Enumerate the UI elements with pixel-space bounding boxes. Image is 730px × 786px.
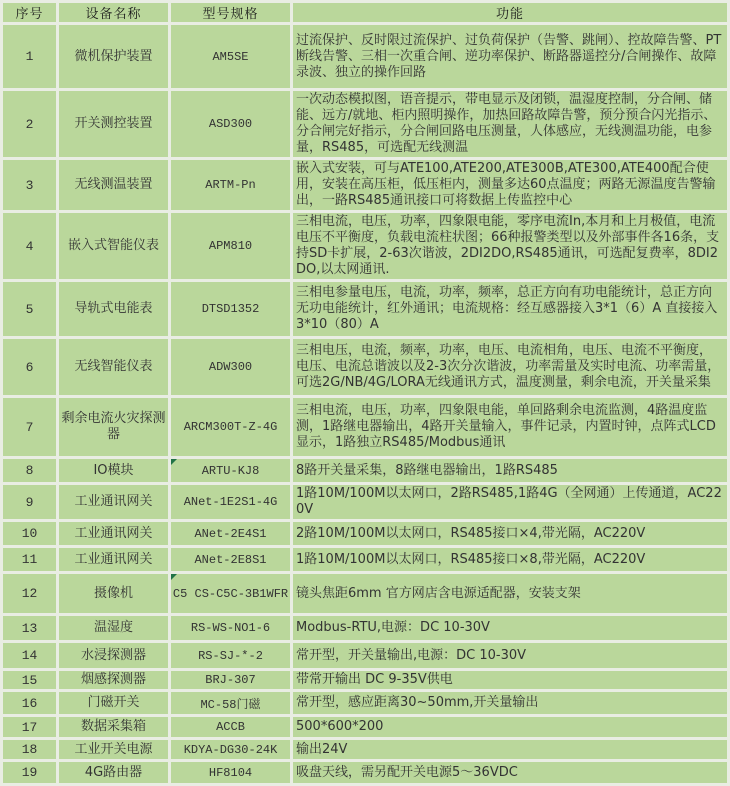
cell-text: ANet-1E2S1-4G (183, 495, 278, 509)
cell-model-row-3[interactable] (170, 159, 292, 212)
cell-func-row-19[interactable] (292, 761, 729, 785)
cell-text: 嵌入式安装，可与ATE100,ATE200,ATE300B,ATE300,ATE400配合使用，安装在高压柜，低压柜内，测量多达60点温度；两路无源温度告警输出，一路RS485通讯接口可将数据上传监控中心 (296, 161, 716, 208)
cell-func-row-2[interactable] (292, 90, 729, 159)
cell-name-row-1[interactable] (58, 24, 170, 90)
cell-name-row-3[interactable] (58, 159, 170, 212)
cell-text: 6 (25, 359, 34, 375)
cell-text: 摄像机 (93, 585, 133, 601)
table-row (2, 739, 729, 761)
cell-model-row-18[interactable] (170, 739, 292, 761)
cell-text: ACCB (216, 720, 245, 734)
cell-model-row-8[interactable] (170, 458, 292, 484)
cell-no-row-9[interactable] (2, 484, 58, 521)
cell-text: 10 (21, 526, 38, 541)
cell-text: ASD300 (208, 117, 253, 131)
table-row (2, 642, 729, 670)
cell-text: 13 (21, 620, 38, 636)
cell-text: 导轨式电能表 (74, 301, 153, 316)
cell-name-row-9[interactable] (58, 484, 170, 521)
cell-name-row-11[interactable] (58, 547, 170, 573)
cell-text: 5 (25, 301, 34, 317)
cell-text: 水浸探测器 (80, 647, 146, 663)
table-row (2, 547, 729, 573)
cell-name-row-10[interactable] (58, 521, 170, 547)
cell-text: Modbus-RTU,电源：DC 10-30V (296, 620, 490, 635)
cell-text: 4G路由器 (84, 764, 143, 780)
cell-text: 剩余电流火灾探测器 (61, 411, 166, 442)
header-cell-name[interactable]: 设备名称 (58, 2, 170, 24)
cell-text: 开关测控装置 (74, 116, 153, 131)
cell-text: ARTU-KJ8 (201, 463, 260, 478)
cell-name-row-13[interactable] (58, 615, 170, 642)
cell-text: 3 (25, 177, 34, 193)
cell-text: ARCM300T-Z-4G (183, 420, 278, 434)
cell-text: 18 (21, 742, 38, 757)
cell-func-row-10[interactable] (292, 521, 729, 547)
table-row (2, 338, 729, 397)
header-cell-no[interactable]: 序号 (2, 2, 58, 24)
cell-model-row-6[interactable] (170, 338, 292, 397)
cell-text: 三相电参量电压，电流，功率，频率，总正方向有功电能统计，总正方向无功电能统计，红外通讯；电流规格：经互感器接入3*1（6）A 直接接入3*10（80）A (296, 285, 718, 332)
cell-text: 常开型，开关量输出,电源：DC 10-30V (296, 647, 527, 663)
cell-func-row-18[interactable] (292, 739, 729, 761)
cell-text: 三相电流，电压，功率，四象限电能，零序电流In,本月和上月极值，电流电压不平衡度，负载电流柱状图；66种报警类型以及外部事件各16条，支持SD卡扩展，2-63次谐波，2DI2DO,RS485通讯，可选配复费率，8DI2DO,以太网通讯. (296, 214, 720, 277)
cell-no-row-7[interactable] (2, 397, 58, 458)
cell-no-row-6[interactable] (2, 338, 58, 397)
cell-func-row-13[interactable] (292, 615, 729, 642)
cell-text: 9 (25, 494, 34, 510)
cell-text: 4 (25, 238, 34, 254)
cell-text: HF8104 (208, 765, 253, 780)
cell-name-row-8[interactable] (58, 458, 170, 484)
header-row (2, 2, 729, 24)
table-row (2, 90, 729, 159)
cell-text: 17 (21, 719, 38, 735)
cell-name-row-16[interactable] (58, 691, 170, 716)
cell-text: 7 (25, 419, 34, 435)
cell-no-row-13[interactable] (2, 615, 58, 642)
header-cell-model[interactable]: 型号规格 (170, 2, 292, 24)
cell-model-row-14[interactable] (170, 642, 292, 670)
cell-no-row-12[interactable] (2, 573, 58, 615)
cell-func-row-16[interactable] (292, 691, 729, 716)
cell-text: 1 (25, 49, 34, 64)
cell-func-row-14[interactable] (292, 642, 729, 670)
cell-model-row-9[interactable] (170, 484, 292, 521)
cell-text: 三相电压，电流，频率，功率，电压、电流相角，电压、电流不平衡度，电压、电流总谐波以及2-3次分次谐波，功率需量及实时电流、功率需量，可选2G/NB/4G/LORA无线通讯方式，温度测量，剩余电流，开关量采集 (296, 343, 721, 390)
cell-text: 1路10M/100M以太网口，2路RS485,1路4G（全网通）上传通道，AC220V (296, 486, 722, 517)
table-row (2, 458, 729, 484)
cell-text: 工业通讯网关 (74, 525, 153, 541)
cell-model-row-11[interactable] (170, 547, 292, 573)
cell-text: BRJ-307 (205, 673, 256, 687)
cell-text: DTSD1352 (201, 302, 260, 316)
cell-text: 吸盘天线，需另配开关电源5～36VDC (296, 764, 518, 780)
cell-no-row-17[interactable] (2, 716, 58, 739)
cell-no-row-16[interactable] (2, 691, 58, 716)
cell-func-row-3[interactable] (292, 159, 729, 212)
cell-text: 带常开输出 DC 9-35V供电 (296, 672, 453, 687)
cell-text: 微机保护装置 (74, 48, 153, 64)
cell-model-row-10[interactable] (170, 521, 292, 547)
cell-no-row-10[interactable] (2, 521, 58, 547)
header-cell-func[interactable]: 功能 (292, 2, 729, 24)
cell-text: 16 (21, 695, 38, 711)
device-table-body (2, 24, 729, 785)
cell-text: 三相电流，电压，功率，四象限电能，单回路剩余电流监测，4路温度监测，1路继电器输出，4路开关量输入，事件记录，内置时钟，点阵式LCD显示，1路独立RS485/Modbus通讯 (296, 403, 716, 450)
table-row (2, 484, 729, 521)
number-stored-as-text-flag-icon (171, 574, 177, 580)
cell-text: KDYA-DG30-24K (183, 742, 278, 757)
cell-no-row-2[interactable] (2, 90, 58, 159)
cell-name-row-15[interactable] (58, 670, 170, 691)
table-row (2, 159, 729, 212)
cell-text: 2 (25, 116, 34, 132)
cell-text: 一次动态模拟图，语音提示，带电显示及闭锁，温湿度控制，分合闸、储能、远方/就地、柜内照明操作，加热回路故障告警，预分预合闪光指示、分合闸完好指示，分合闸回路电压测量，人体感应，无线测温功能，电参量，RS485，可选配无线测温 (296, 92, 717, 155)
cell-func-row-17[interactable] (292, 716, 729, 739)
cell-text: IO模块 (93, 462, 134, 478)
cell-text: ANet-2E4S1 (194, 526, 267, 541)
cell-func-row-1[interactable] (292, 24, 729, 90)
table-row (2, 573, 729, 615)
cell-func-row-8[interactable] (292, 458, 729, 484)
cell-no-row-4[interactable] (2, 212, 58, 281)
cell-no-row-18[interactable] (2, 739, 58, 761)
cell-text: 温湿度 (93, 620, 133, 635)
cell-model-row-15[interactable] (170, 670, 292, 691)
cell-text: 1路10M/100M以太网口，RS485接口×8,带光隔，AC220V (296, 551, 646, 567)
cell-text: RS-SJ-*-2 (198, 648, 263, 663)
cell-no-row-14[interactable] (2, 642, 58, 670)
cell-name-row-4[interactable] (58, 212, 170, 281)
cell-no-row-3[interactable] (2, 159, 58, 212)
cell-model-row-2[interactable] (170, 90, 292, 159)
cell-text: 14 (21, 648, 38, 663)
cell-func-row-11[interactable] (292, 547, 729, 573)
cell-name-row-6[interactable] (58, 338, 170, 397)
table-row (2, 691, 729, 716)
cell-text: 工业开关电源 (74, 741, 153, 757)
cell-model-row-5[interactable] (170, 281, 292, 338)
cell-no-row-19[interactable] (2, 761, 58, 785)
cell-func-row-4[interactable] (292, 212, 729, 281)
cell-text: 常开型，感应距离30~50mm,开关量输出 (296, 695, 539, 710)
cell-model-row-17[interactable] (170, 716, 292, 739)
cell-text: 门磁开关 (87, 695, 140, 710)
cell-text: MC-58门磁 (200, 697, 261, 712)
cell-no-row-15[interactable] (2, 670, 58, 691)
cell-text: 11 (21, 552, 38, 567)
table-row (2, 761, 729, 785)
table-row (2, 716, 729, 739)
cell-name-row-14[interactable] (58, 642, 170, 670)
cell-no-row-1[interactable] (2, 24, 58, 90)
cell-text: 工业通讯网关 (74, 494, 153, 509)
cell-func-row-9[interactable] (292, 484, 729, 521)
cell-name-row-17[interactable] (58, 716, 170, 739)
cell-text: ARTM-Pn (205, 178, 256, 192)
cell-text: ANet-2E8S1 (194, 552, 267, 567)
cell-text: AM5SE (212, 49, 249, 64)
cell-model-row-4[interactable] (170, 212, 292, 281)
table-row (2, 281, 729, 338)
cell-text: 镜头焦距6mm 官方网店含电源适配器，安装支架 (296, 585, 581, 601)
cell-model-row-12[interactable] (170, 573, 292, 615)
cell-name-row-5[interactable] (58, 281, 170, 338)
cell-text: 15 (21, 672, 38, 688)
cell-name-row-18[interactable] (58, 739, 170, 761)
table-row (2, 615, 729, 642)
cell-func-row-7[interactable] (292, 397, 729, 458)
cell-no-row-5[interactable] (2, 281, 58, 338)
table-row (2, 24, 729, 90)
cell-text: 工业通讯网关 (74, 551, 153, 567)
cell-name-row-7[interactable] (58, 397, 170, 458)
cell-text: 500*600*200 (296, 719, 384, 734)
cell-text: 数据采集箱 (80, 719, 146, 734)
cell-model-row-1[interactable] (170, 24, 292, 90)
cell-model-row-7[interactable] (170, 397, 292, 458)
cell-text: 12 (21, 586, 38, 601)
cell-name-row-12[interactable] (58, 573, 170, 615)
cell-no-row-11[interactable] (2, 547, 58, 573)
table-row (2, 670, 729, 691)
cell-text: 过流保护、反时限过流保护、过负荷保护（告警、跳闸）、控故障告警、PT断线告警、三相一次重合闸、逆功率保护、断路器遥控分/合闸操作、故障录波、独立的操作回路 (296, 32, 722, 80)
cell-func-row-15[interactable] (292, 670, 729, 691)
table-row (2, 397, 729, 458)
cell-text: 19 (21, 765, 38, 780)
cell-text: 烟感探测器 (80, 672, 146, 687)
cell-text: 嵌入式智能仪表 (67, 238, 159, 253)
cell-name-row-2[interactable] (58, 90, 170, 159)
cell-name-row-19[interactable] (58, 761, 170, 785)
cell-no-row-8[interactable] (2, 458, 58, 484)
cell-model-row-13[interactable] (170, 615, 292, 642)
cell-func-row-5[interactable] (292, 281, 729, 338)
cell-text: 输出24V (296, 741, 348, 757)
table-row (2, 521, 729, 547)
cell-text: 2路10M/100M以太网口，RS485接口×4,带光隔，AC220V (296, 525, 646, 541)
table-row (2, 212, 729, 281)
cell-func-row-12[interactable] (292, 573, 729, 615)
cell-text: 8路开关量采集，8路继电器输出，1路RS485 (296, 462, 558, 478)
cell-text: 8 (25, 463, 34, 478)
cell-text: 无线测温装置 (74, 177, 153, 192)
cell-text: C5 CS-C5C-3B1WFR (172, 586, 289, 601)
cell-text: ADW300 (208, 360, 253, 374)
cell-model-row-16[interactable] (170, 691, 292, 716)
cell-text: RS-WS-NO1-6 (190, 621, 271, 635)
cell-text: APM810 (208, 239, 253, 253)
cell-text: 无线智能仪表 (74, 359, 153, 374)
number-stored-as-text-flag-icon (171, 459, 177, 465)
cell-func-row-6[interactable] (292, 338, 729, 397)
cell-model-row-19[interactable] (170, 761, 292, 785)
